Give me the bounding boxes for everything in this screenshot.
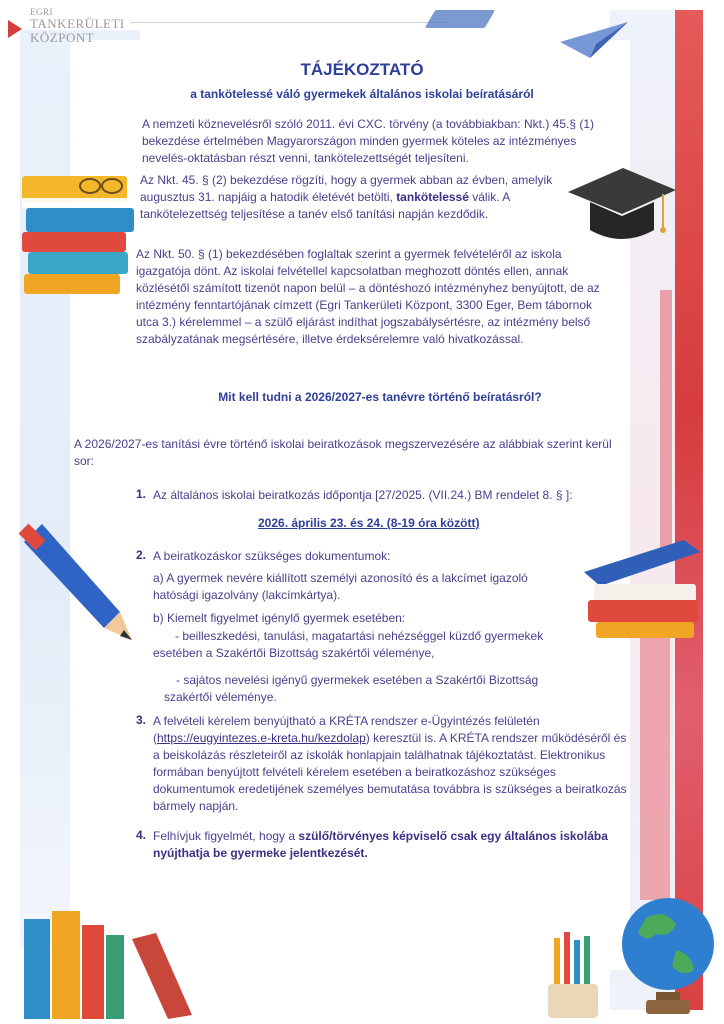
kreta-link[interactable]: https://eugyintezes.e-kreta.hu/kezdolap: [157, 731, 366, 745]
enrollment-date: 2026. április 23. és 24. (8-19 óra között): [258, 516, 480, 530]
list-item-3: [153, 713, 633, 815]
page-subtitle: a tankötelessé váló gyermekek általános iskolai beíratásáról: [190, 87, 534, 101]
logo-line-3: KÖZPONT: [30, 30, 95, 45]
dash-item-1: - beilleszkedési, tanulási, magatartási nehézséggel küzdő gyermekek esetében a Szakértői Bizottság szakértői véleménye,: [153, 629, 544, 660]
list-number-2: 2.: [136, 548, 147, 562]
sub-item-a: a) A gyermek nevére kiállított személyi azonosító és a lakcímet igazoló hatósági igazolvány (lakcímkártya).: [153, 571, 528, 602]
paragraph-3: Az Nkt. 50. § (1) bekezdésében foglaltak szerint a gyermek felvételéről az iskola igazgatója dönt. Az iskolai felvétellel kapcsolatban meghozott döntés ellen, annak közlésétől számított tizenöt napon belül – a döntéshozó intézményhez benyújtott, de az intézmény fenntartójának címzett (Egri Tankerületi Központ, 3300 Eger, Bem tábornok utca 3.) kérelemmel – a szülő eljárást indíthat jogszabálysértésre, az intézmény belső szabályzatának megsértésére, illetve érdeksérelemre való hivatkozással.: [136, 247, 600, 346]
list-number-4: 4.: [136, 828, 147, 842]
list-item-4: [153, 828, 623, 862]
list-item-4-start: Felhívjuk figyelmét, hogy a: [153, 829, 299, 843]
dash-item-2: - sajátos nevelési igényű gyermekek esetében a Szakértői Bizottság szakértői véleménye.: [164, 673, 539, 704]
list-item-2: A beiratkozáskor szükséges dokumentumok:: [153, 549, 391, 563]
list-number-3: 3.: [136, 713, 147, 727]
paragraph-2-bold: tankötelessé: [396, 190, 469, 204]
sub-item-b: b) Kiemelt figyelmet igénylő gyermek esetében:: [153, 611, 406, 625]
paragraph-2-end: válik. A tankötelezettség teljesítése a tanév első tanítási napján kezdődik.: [140, 190, 510, 221]
logo-line-2: TANKERÜLETI: [30, 16, 125, 31]
list-item-3-start: A felvételi kérelem benyújtható a KRÉTA rendszer e-Ügyintézés felületén (: [153, 714, 540, 745]
list-item-3-end: ) keresztül is. A KRÉTA rendszer működéséről és a beiskolázás részleteiről az iskolák honlapjain találhatnak tájékoztatást. Elektronikus formában benyújtott felvételi kérelem esetében a beiratkozáshoz szükséges dokumentumok eredetijének személyes bemutatása továbbra is szükséges a beiratkozás bármely napján.: [153, 731, 627, 813]
list-item-1: Az általános iskolai beiratkozás időpontja [27/2025. (VII.24.) BM rendelet 8. § ]:: [153, 488, 573, 502]
paragraph-1: A nemzeti köznevelésről szóló 2011. évi CXC. törvény (a továbbiakban: Nkt.) 45.§ (1) bekezdése értelmében Magyarországon minden gyermek köteles az intézményes nevelés-oktatásban részt venni, tankötelezettségét teljesíteni.: [142, 117, 594, 165]
page-title: TÁJÉKOZTATÓ: [300, 60, 424, 79]
list-number-1: 1.: [136, 487, 147, 501]
logo-line-1: EGRI: [30, 7, 53, 17]
intro-paragraph: A 2026/2027-es tanítási évre történő iskolai beiratkozások megszervezésére az alábbiak szerint kerül sor:: [74, 437, 612, 468]
paragraph-2-start: Az Nkt. 45. § (2) bekezdése rögzíti, hogy a gyermek abban az évben, amelyik augusztus 31. napjáig a hatodik életévét betölti,: [140, 173, 553, 204]
paragraph-2: [140, 172, 580, 223]
list-item-4-bold: szülő/törvényes képviselő csak egy általános iskolába nyújthatja be gyermeke jelentkezését.: [153, 829, 608, 860]
section-heading: Mit kell tudni a 2026/2027-es tanévre történő beíratásról?: [218, 390, 542, 404]
